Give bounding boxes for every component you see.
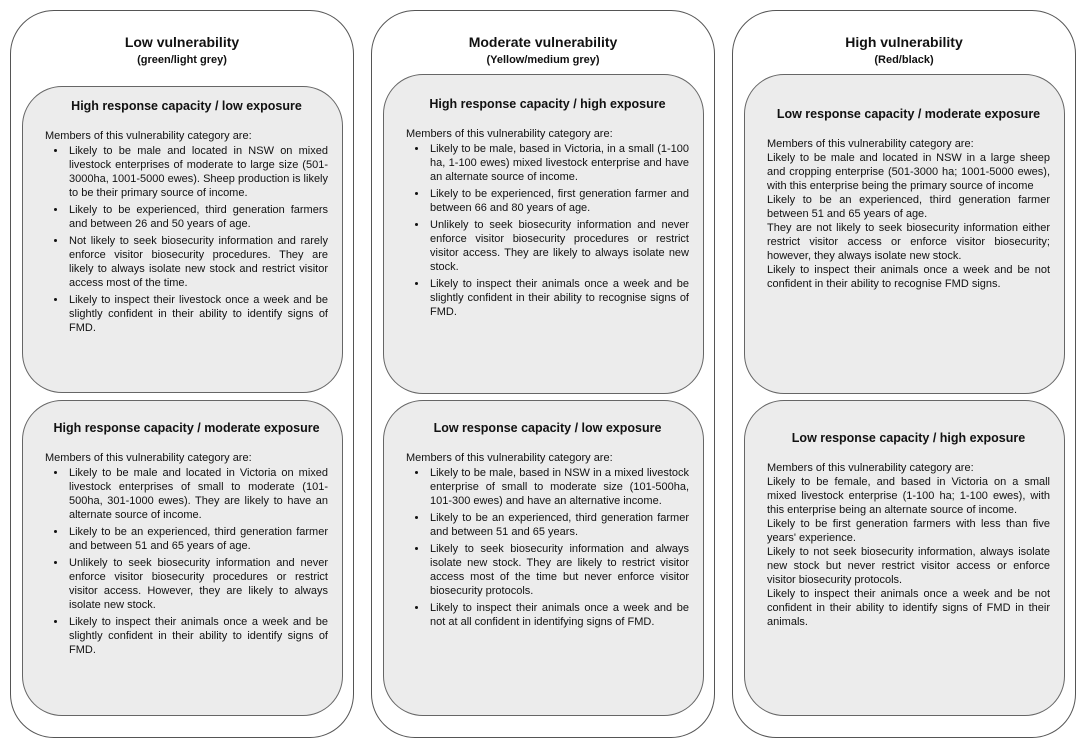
- list-item: • Likely to be male and located in NSW on mixed livestock enterprises of moderate to large size (501-3000ha, 1001-5000 ewes). Sheep production is likely to be their primary source of income.: [67, 144, 328, 200]
- box-low-capacity-high-exposure: [744, 400, 1065, 716]
- list-item: They are not likely to seek biosecurity information either restrict visitor access or enforce visitor biosecurity; however, they always isolate new stock.: [767, 222, 1050, 262]
- list-item: • Likely to be experienced, first generation farmer and between 66 and 80 years of age.: [428, 187, 689, 215]
- box-intro: Members of this vulnerability category are:: [406, 128, 613, 140]
- list-item: • Unlikely to seek biosecurity information and never enforce visitor biosecurity procedures or restrict visitor access. They are likely to always isolate new stock.: [428, 218, 689, 274]
- list-item: • Likely to inspect their animals once a week and be not at all confident in identifying signs of FMD.: [428, 601, 689, 629]
- column-title: Moderate vulnerability: [468, 34, 618, 50]
- box-high-capacity-moderate-exposure: [22, 400, 343, 716]
- list-item: • Likely to be male, based in NSW in a mixed livestock enterprise of small to moderate size (101-500ha, 101-300 ewes) and have an alternative income.: [428, 466, 689, 508]
- box-title: Low response capacity / moderate exposure: [776, 107, 1041, 121]
- box-high-capacity-low-exposure: [22, 86, 343, 393]
- list-item: • Likely to inspect their animals once a week and be slightly confident in their ability to identify signs of FMD.: [67, 615, 328, 657]
- bullet-list: [406, 466, 689, 629]
- box-intro: Members of this vulnerability category are:: [45, 130, 252, 142]
- column-header: [372, 33, 714, 67]
- column-title: Low vulnerability: [124, 34, 240, 50]
- box-low-capacity-moderate-exposure: [744, 74, 1065, 394]
- list-item: • Likely to seek biosecurity information and always isolate new stock. They are likely to restrict visitor access most of the time but never enforce visitor biosecurity protocols.: [428, 542, 689, 598]
- list-item: • Likely to be male, based in Victoria, in a small (1-100 ha, 1-100 ewes) mixed livestock enterprise and have an alternate source of income.: [428, 142, 689, 184]
- column-moderate-vulnerability: [371, 10, 715, 738]
- box-intro: Members of this vulnerability category are:: [767, 462, 974, 474]
- list-item: • Likely to be experienced, third generation farmers and between 26 and 50 years of age.: [67, 203, 328, 231]
- box-title: High response capacity / low exposure: [71, 99, 302, 113]
- box-intro: Members of this vulnerability category are:: [45, 452, 252, 464]
- list-item: Likely to inspect their animals once a week and be not confident in their ability to recognise FMD signs.: [767, 264, 1050, 290]
- column-title: High vulnerability: [845, 34, 963, 50]
- box-title: Low response capacity / low exposure: [433, 421, 662, 435]
- list-item: • Likely to be male and located in Victoria on mixed livestock enterprises of small to moderate (101-500ha, 301-1000 ewes). They are likely to have an alternate source of income.: [67, 466, 328, 522]
- list-item: Likely to be male and located in NSW in a large sheep and cropping enterprise (501-3000 ha; 1001-5000 ewes), with this enterprise being the primary source of income: [767, 152, 1050, 192]
- column-header: [11, 33, 353, 67]
- list-item: • Likely to be an experienced, third generation farmer and between 51 and 65 years of age.: [67, 525, 328, 553]
- list-item: Likely to be an experienced, third generation farmer between 51 and 65 years of age.: [767, 194, 1050, 220]
- list-item: • Not likely to seek biosecurity information and rarely enforce visitor biosecurity procedures. They are likely to always isolate new stock and restrict visitor access most of the time.: [67, 234, 328, 290]
- list-item: • Likely to inspect their livestock once a week and be slightly confident in their ability to identify signs of FMD.: [67, 293, 328, 335]
- column-subtitle: (Red/black): [874, 54, 934, 66]
- list-item: Likely to be first generation farmers with less than five years' experience.: [767, 518, 1050, 544]
- column-high-vulnerability: [732, 10, 1076, 738]
- box-title: High response capacity / high exposure: [429, 97, 666, 111]
- bullet-list: [406, 142, 689, 319]
- list-item: Likely to not seek biosecurity information, always isolate new stock but never restrict visitor access or enforce visitor biosecurity protocols.: [767, 546, 1050, 586]
- box-intro: Members of this vulnerability category are:: [767, 138, 974, 150]
- bullet-list: [45, 144, 328, 335]
- box-title: High response capacity / moderate exposure: [53, 421, 320, 435]
- column-header: [733, 33, 1075, 67]
- column-subtitle: (green/light grey): [137, 54, 227, 66]
- list-item: Likely to inspect their animals once a week and be not confident in their ability to identify signs of FMD in their animals.: [767, 588, 1050, 628]
- box-high-capacity-high-exposure: [383, 74, 704, 394]
- bullet-list: [45, 466, 328, 657]
- box-intro: Members of this vulnerability category are:: [406, 452, 613, 464]
- list-item: • Unlikely to seek biosecurity information and never enforce visitor biosecurity procedures or restrict visitor access. However, they are likely to always isolate new stock.: [67, 556, 328, 612]
- list-item: • Likely to inspect their animals once a week and be slightly confident in their ability to recognise signs of FMD.: [428, 277, 689, 319]
- box-low-capacity-low-exposure: [383, 400, 704, 716]
- list-item: Likely to be female, and based in Victoria on a small mixed livestock enterprise (1-100 ha; 1-100 ewes), with this enterprise being an alternate source of income.: [767, 476, 1050, 516]
- column-low-vulnerability: [10, 10, 354, 738]
- column-subtitle: (Yellow/medium grey): [486, 54, 600, 66]
- box-title: Low response capacity / high exposure: [791, 431, 1026, 445]
- list-item: • Likely to be an experienced, third generation farmer and between 51 and 65 years.: [428, 511, 689, 539]
